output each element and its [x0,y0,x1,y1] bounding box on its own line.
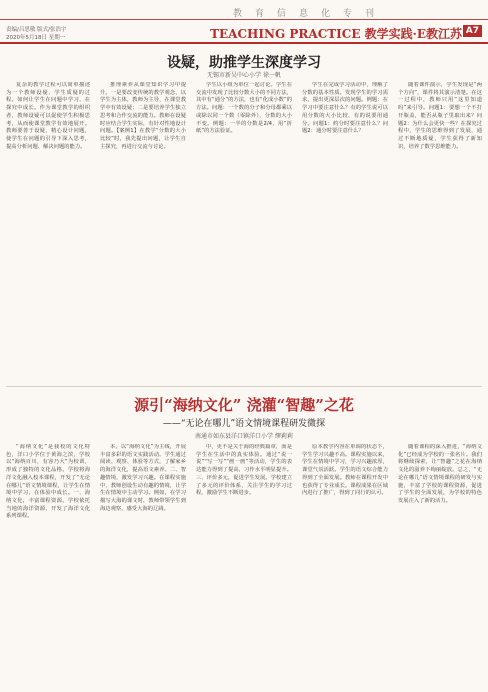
article2-column-2: 本，以“海纳文化”为主线，开展丰富多彩的语文实践活动。学生通过阅读、观察、体验等方式，了解家乡的海洋文化，提高语文素养。二、智趣情境，激发学习兴趣。在课程实施中，教师创设生动有趣的情境，让学生在情境中主动学习。例如，在学习描写大海的课文时，教师带领学生到海边观察，感受大海的辽阔。 [100,444,186,512]
article1-column-1: 复杂的教学过程可以简单描述为一个教师设疑、学生质疑的过程。如何让学生在问题中学习、在探究中成长。作为课堂教学的组织者，教师设疑可以促使学生积极思考，从而使课堂教学有效地展开。教师要善于设疑，精心设计问题，使学生在问题的引导下深入思考，提高分析问题、解决问题的能力。 [6,82,90,150]
header-rule [0,19,488,20]
article1-column-4: 学生在完成学习活动中，理解了分数的基本性质。发现学生的学习需求，提出更深层次的问题。例题：在学习中要注意什么？有的学生说可以用分数的大小比较，有的说要用通分。问题1：约分时要注意什么？问题2：通分时要注意什么？ [302,82,388,135]
article2-column-3: 中，更不是关于海的经典篇章，而是学生在生活中的真实体验。通过“说一说”“写一写”“画一画”等活动，学生的表达能力得到了提高，习作水平明显提升。三、评价多元，促进学生发展。学校建立了多元的评价体系，关注学生的学习过程，激励学生不断进步。 [196,444,292,497]
page-number-badge: A7 [463,25,482,37]
article2-title: 源引“海纳文化” 浇灌“智趣”之花 [134,396,354,414]
article-divider [6,386,482,387]
editor-line: 责编/吕思敬 版式/张浩宇 [6,27,67,33]
article2-column-1: “海纳文化”是我校的文化特色，洋口小学位于黄海之滨，学校以“海纳百川，有容乃大”为校训，形成了独特的文化品格。学校将海洋文化融入校本课程，开发了“无论在哪儿”语文情境课程，让学生在情境中学习，在体验中成长。一、海纳文化，丰富课程资源。学校依托当地的海洋资源，开发了海洋文化系列课程。 [6,444,90,520]
page-meta [6,26,66,42]
article2-subtitle: ——“无论在哪儿”语文情境课程研发微探 [162,419,326,429]
article1-column-3: 学生以小组为单位一起讨论。学生在交流中发现了比较分数大小的不同方法，其中有“通分”的方法，也有“化成小数”的方法。问题：一个数的分子和分母都乘以或除以同一个数（零除外），分数的大小不变。例题：一半的分数是2/4，用“折纸”的方法验证。 [196,82,292,135]
article1-byline: 无锡市新吴中心小学 徐一帆 [207,72,281,79]
masthead-rule [0,42,488,44]
article2-byline: 南通市如东县洋口镇洋口小学 缪莉莉 [195,433,293,440]
masthead: TEACHING PRACTICE 教学实践·E教江苏 [210,27,462,41]
article2-column-5: 随着课程的深入推进，“海纳文化”已经成为学校的一张名片。我们将继续探索，让“智趣”之花在海纳文化的滋养下绚丽绽放。总之，“无论在哪儿”语文情境课程的研发与实施，丰富了学校的课程资源，促进了学生的全面发展，为学校的特色发展注入了新的活力。 [398,444,482,504]
date-line: 2020年5月18日 星期一 [6,35,66,41]
supplement-title: 教育信息化专刊 [232,9,387,19]
article1-column-5: 随着课件演示，学生发现是“两个方向”，课件将其演示清楚。在这一过程中，教师只用“这里知道吗”来引导。问题1：要想一个不打开瓶盖，能否从瓶子里取出来？问题2：为什么会更快一些？在探究过程中，学生的思维得到了发展，通过不断地质疑，学生获得了新知识，培养了数学思维能力。 [398,82,482,150]
article1-title: 设疑，助推学生深度学习 [167,55,321,71]
article1-column-2: 推理素养从课堂知识学习中提升。一是要改变传统的教学观念，以学生为主体，教师为主导，在课堂教学中有效设疑；二是要培养学生独立思考和合作交流的能力。教师在设疑时应结合学生实际，有针对性地设计问题。【案例1】在教学“分数的大小比较”时，我先提出问题，让学生自主探究，再进行交流与讨论。 [100,82,186,150]
article2-column-4: 原本教学内容在单调的状态下，学生学习兴趣不高。课程实施以来，学生在情境中学习，学习兴趣浓厚，课堂气氛活跃。学生的语文综合能力得到了全面发展。教师在课程开发中也获得了专业成长。课程成果在区域内进行了推广，得到了同行的认可。 [302,444,388,497]
